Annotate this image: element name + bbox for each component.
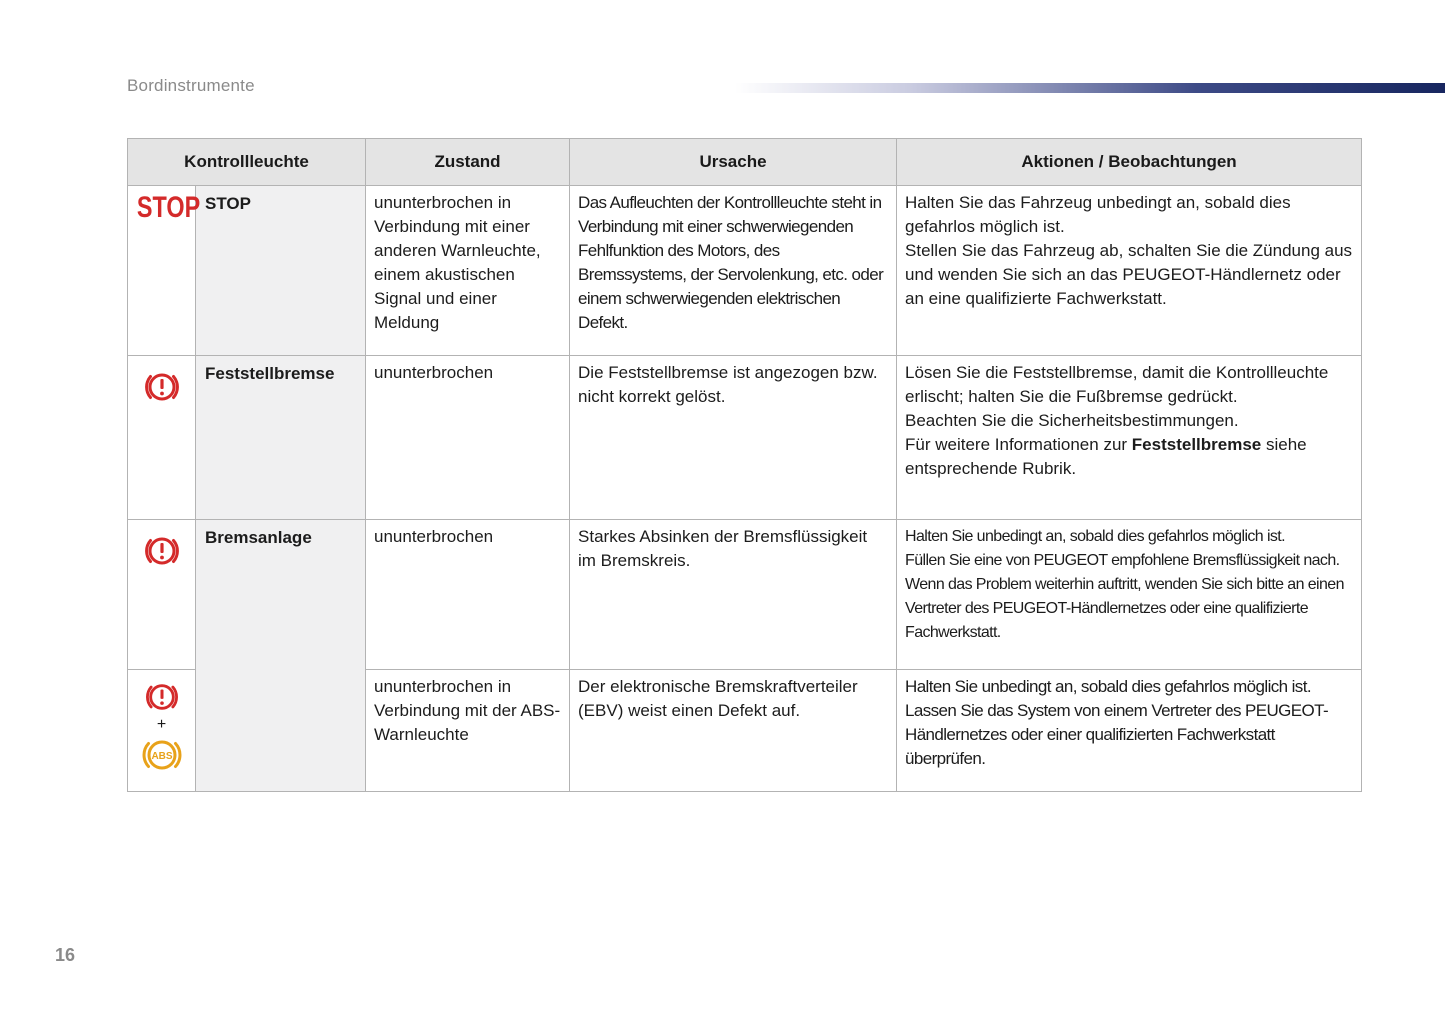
brake-system-warning-icon [142,533,182,569]
action-line: Halten Sie unbedingt an, sobald dies gefahrlos möglich ist. [905,528,1285,545]
table-row [128,520,1362,670]
action-line: Lassen Sie das System von einem Vertreter des PEUGEOT-Händlernetzes oder einer qualifizierten Fachwerkstatt überprüfen. [905,701,1329,768]
action-line [905,433,1353,481]
stop-warning-icon: STOP [136,191,201,224]
action-line: Füllen Sie eine von PEUGEOT empfohlene Bremsflüssigkeit nach. [905,552,1340,569]
section-title: Bordinstrumente [127,76,255,95]
brake-warning-icon [142,680,182,714]
indicator-name: Bremsanlage [196,520,366,792]
header-gradient-bar [735,83,1445,93]
page-number: 16 [55,945,76,965]
action-text: siehe entsprechende Rubrik. [905,435,1307,478]
actions-cell [897,520,1362,670]
cause-cell: Starkes Absinken der Bremsflüssigkeit im Bremskreis. [570,520,897,670]
state-cell: ununterbrochen in Verbindung mit der ABS-Warnleuchte [366,670,570,792]
cause-cell: Der elektronische Bremskraftverteiler (EBV) weist einen Defekt auf. [570,670,897,792]
indicator-icon-cell [128,186,201,356]
table-row [128,356,1362,520]
action-line: Wenn das Problem weiterhin auftritt, wenden Sie sich bitte an einen Vertreter des PEUGEOT-Händlernetzes oder eine qualifizierte Fachwerkstatt. [905,576,1344,641]
action-emphasis: Feststellbremse [1131,435,1262,454]
table-header-row [128,139,1362,186]
cause-cell: Das Aufleuchten der Kontrollleuchte steht in Verbindung mit einer schwerwiegenden Fehlfunktion des Motors, des Bremssystems, der Servolenkung, etc. oder einem schwerwiegenden elektrischen Defekt. [570,186,897,356]
indicator-name: Feststellbremse [196,356,366,520]
state-cell: ununterbrochen in Verbindung mit einer anderen Warnleuchte, einem akustischen Signal und einer Meldung [366,186,570,356]
column-header-cause: Ursache [570,139,897,186]
indicator-icon-cell [128,670,196,792]
action-line: Halten Sie unbedingt an, sobald dies gefahrlos möglich ist. [905,677,1311,696]
actions-cell [897,670,1362,792]
action-line: Beachten Sie die Sicherheitsbestimmungen. [905,411,1239,430]
abs-icon-label: ABS [150,751,173,762]
actions-cell [897,356,1362,520]
indicator-icon-cell [128,520,196,670]
column-header-actions: Aktionen / Beobachtungen [897,139,1362,186]
abs-warning-icon [138,736,186,774]
action-line: Stellen Sie das Fahrzeug ab, schalten Sie die Zündung aus und wenden Sie sich an das PEUGEOT-Händlernetz oder an eine qualifizierte Fachwerkstatt. [905,241,1353,308]
state-cell: ununterbrochen [366,356,570,520]
action-line: Lösen Sie die Feststellbremse, damit die Kontrollleuchte erlischt; halten Sie die Fußbremse gedrückt. [905,363,1329,406]
indicator-name: STOP [196,186,366,356]
actions-cell [897,186,1362,356]
column-header-state: Zustand [366,139,570,186]
action-text: Für weitere Informationen zur [905,435,1128,454]
cause-cell: Die Feststellbremse ist angezogen bzw. nicht korrekt gelöst. [570,356,897,520]
indicator-icon-cell [128,356,196,520]
state-cell: ununterbrochen [366,520,570,670]
action-line: Halten Sie das Fahrzeug unbedingt an, sobald dies gefahrlos möglich ist. [905,193,1291,236]
brake-warning-icon [142,369,182,405]
warning-lights-table [127,138,1362,792]
table-row [128,186,1362,356]
column-header-indicator: Kontrollleuchte [128,139,366,186]
plus-sign: + [156,716,167,733]
